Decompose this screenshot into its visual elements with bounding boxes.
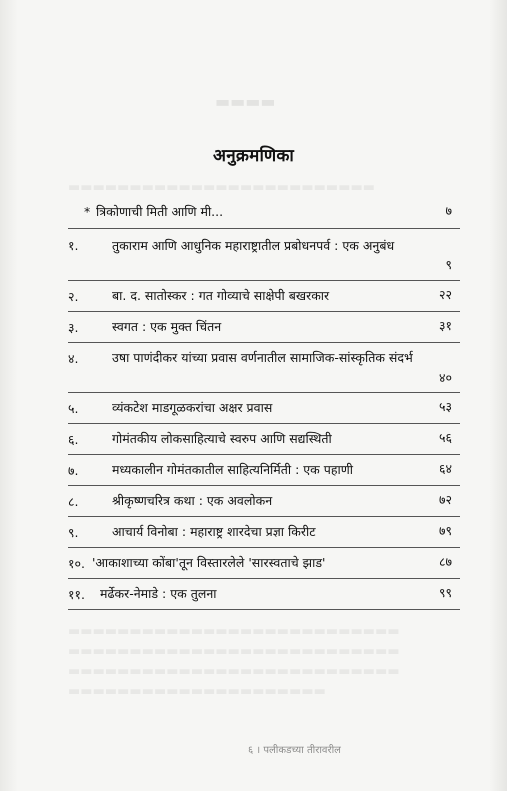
bleed-through-text: ▬▬▬▬▬▬▬▬▬▬▬▬▬▬▬▬▬▬▬▬▬▬▬▬▬▬▬ [68, 664, 400, 679]
table-of-contents [68, 196, 460, 610]
toc-entry-title: त्रिकोणाची मिती आणि मी... [96, 204, 224, 219]
toc-entry [68, 486, 460, 517]
toc-entry [68, 424, 460, 455]
toc-entry-number: ७. [68, 463, 79, 478]
toc-entry-page: ७२ [438, 492, 452, 507]
toc-entry-title: उषा पाणंदीकर यांच्या प्रवास वर्णनातील सामाजिक-सांस्कृतिक संदर्भ [112, 350, 413, 365]
toc-entry-title: मध्यकालीन गोमंतकातील साहित्यनिर्मिती : एक पहाणी [112, 462, 353, 477]
toc-entry [68, 517, 460, 548]
toc-entry-title: तुकाराम आणि आधुनिक महाराष्ट्रातील प्रबोधनपर्व : एक अनुबंध [112, 238, 395, 253]
toc-entry-number: ११. [68, 587, 85, 602]
toc-entry [68, 393, 460, 424]
toc-entry-title: आचार्य विनोबा : महाराष्ट्र शारदेचा प्रज्ञा किरीट [112, 524, 316, 539]
toc-entry [68, 343, 460, 393]
toc-entry-number: २. [68, 289, 79, 304]
toc-entry [68, 229, 460, 281]
toc-entry-number: ९. [68, 525, 79, 540]
toc-entry-page: ३१ [438, 318, 452, 333]
toc-entry-page: ५३ [438, 399, 452, 414]
toc-entry-page: ५६ [438, 430, 452, 445]
bleed-through-text: ▬▬▬▬ [215, 92, 276, 111]
toc-entry-page: ६४ [438, 461, 452, 476]
toc-entry-title: 'आकाशाच्या कोंबा'तून विस्तारलेले 'सारस्वताचे झाड' [92, 555, 326, 570]
toc-entry-page: २२ [438, 287, 452, 302]
toc-entry-title: व्यंकटेश माडगूळकरांचा अक्षर प्रवास [112, 400, 273, 415]
toc-entry [68, 548, 460, 579]
toc-entry-number: ५. [68, 401, 79, 416]
toc-entry-page: ७ [445, 203, 452, 218]
toc-entry-number: ६. [68, 432, 79, 447]
toc-entry [68, 312, 460, 343]
toc-entry-bullet: * [84, 204, 91, 219]
toc-entry-page: ९ [445, 257, 452, 272]
toc-entry [68, 455, 460, 486]
bleed-through-text: ▬▬▬▬▬▬▬▬▬▬▬▬▬▬▬▬▬▬▬▬▬▬▬▬▬▬▬ [68, 624, 400, 639]
toc-entry-title: श्रीकृष्णचरित्र कथा : एक अवलोकन [112, 493, 273, 508]
toc-entry-number: १०. [68, 556, 85, 571]
toc-entry-page: ९९ [438, 585, 452, 600]
page-title: अनुक्रमणिका [213, 146, 294, 166]
toc-entry [68, 579, 460, 610]
toc-entry-number: १. [68, 238, 79, 253]
bleed-through-text: ▬▬▬▬▬▬▬▬▬▬▬▬▬▬▬▬▬▬▬▬▬ [68, 684, 326, 699]
toc-entry-title: बा. द. सातोस्कर : गत गोव्याचे साक्षेपी बखरकार [112, 288, 330, 303]
toc-entry-page: ७९ [438, 523, 452, 538]
toc-entry [68, 196, 460, 229]
toc-entry-number: ४. [68, 351, 79, 366]
toc-entry-number: ३. [68, 320, 79, 335]
toc-entry-title: मर्ढेकर-नेमाडे : एक तुलना [100, 586, 217, 601]
bleed-through-text: ▬▬▬▬▬▬▬▬▬▬▬▬▬▬▬▬▬▬▬▬▬▬▬▬▬ [68, 180, 376, 195]
bleed-through-text: ▬▬▬▬▬▬▬▬▬▬▬▬▬▬▬▬▬▬▬▬▬▬▬▬▬▬▬ [68, 644, 400, 659]
toc-entry-page: ८७ [438, 554, 452, 569]
toc-entry-number: ८. [68, 494, 79, 509]
toc-entry-title: गोमंतकीय लोकसाहित्याचे स्वरुप आणि सद्यस्थिती [112, 431, 332, 446]
toc-entry-page: ४० [438, 370, 452, 385]
toc-entry-title: स्वगत : एक मुक्त चिंतन [112, 319, 222, 334]
toc-entry [68, 281, 460, 312]
page-footer: ६ । पलीकडच्या तीरावरील [248, 745, 341, 756]
